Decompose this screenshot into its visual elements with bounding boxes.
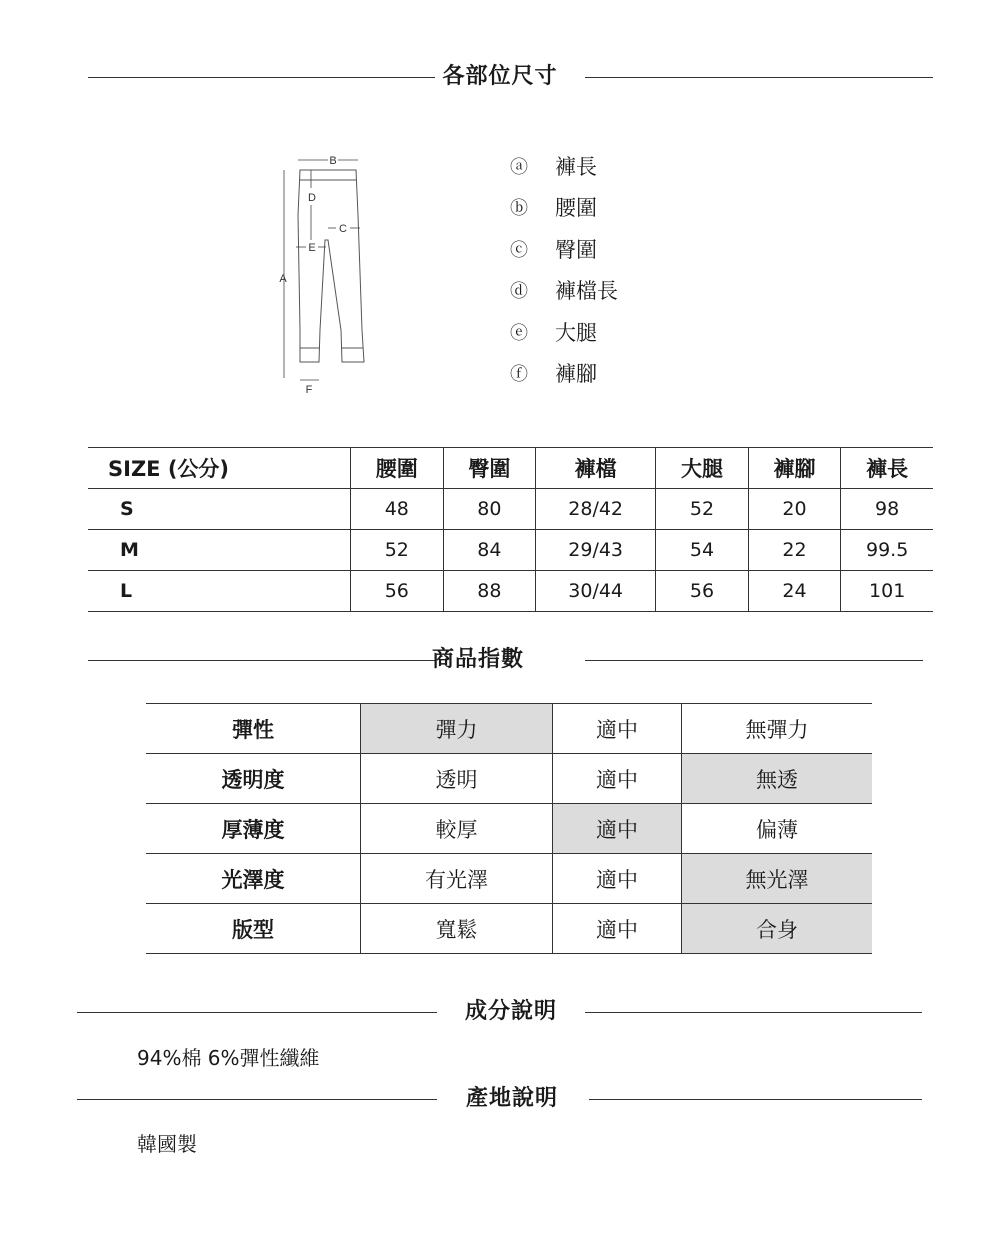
size-cell: S <box>88 489 351 530</box>
size-cell: 24 <box>748 571 841 612</box>
index-option: 寬鬆 <box>361 904 553 954</box>
legend-mark: ⓓ <box>510 281 528 303</box>
pants-diagram <box>270 140 390 400</box>
size-cell: 30/44 <box>536 571 656 612</box>
legend-mark: ⓑ <box>510 198 528 220</box>
legend-mark: ⓕ <box>510 364 528 386</box>
size-cell: 52 <box>656 489 749 530</box>
legend-item <box>510 311 618 353</box>
divider-right <box>585 1012 922 1013</box>
index-option: 較厚 <box>361 804 553 854</box>
index-table <box>146 703 872 954</box>
measure-title: 各部位尺寸 <box>442 64 558 89</box>
label-d: D <box>308 192 316 204</box>
legend-label: 褲腳 <box>555 362 597 387</box>
legend-mark: ⓒ <box>510 239 528 261</box>
legend-item <box>510 145 618 187</box>
origin-section-title <box>0 1084 1000 1114</box>
size-header-cell: 褲檔 <box>536 448 656 489</box>
legend-item <box>510 353 618 395</box>
index-option: 無光澤 <box>682 854 873 904</box>
index-label: 厚薄度 <box>146 804 361 854</box>
index-label: 光澤度 <box>146 854 361 904</box>
legend-label: 大腿 <box>555 320 597 345</box>
size-header-cell: 臀圍 <box>443 448 536 489</box>
size-header-cell: 大腿 <box>656 448 749 489</box>
size-header-cell: SIZE (公分) <box>88 448 351 489</box>
index-option: 透明 <box>361 754 553 804</box>
origin-text: 韓國製 <box>137 1132 197 1156</box>
index-row <box>146 854 872 904</box>
index-section-title <box>0 645 1000 675</box>
size-cell: 80 <box>443 489 536 530</box>
index-option: 彈力 <box>361 704 553 754</box>
material-text: 94%棉 6%彈性纖維 <box>137 1046 320 1070</box>
index-label: 透明度 <box>146 754 361 804</box>
index-option: 無透 <box>682 754 873 804</box>
size-header-cell: 褲長 <box>841 448 933 489</box>
size-cell: 56 <box>656 571 749 612</box>
size-cell: 99.5 <box>841 530 933 571</box>
legend-mark: ⓔ <box>510 322 528 344</box>
label-a: A <box>279 273 287 285</box>
index-option: 適中 <box>553 704 682 754</box>
index-option: 適中 <box>553 854 682 904</box>
divider-right <box>589 1099 922 1100</box>
size-row <box>88 489 933 530</box>
legend-label: 腰圍 <box>555 196 597 221</box>
size-cell: 54 <box>656 530 749 571</box>
index-label: 彈性 <box>146 704 361 754</box>
measurement-legend <box>510 145 618 394</box>
size-cell: 29/43 <box>536 530 656 571</box>
index-row <box>146 754 872 804</box>
size-cell: 28/42 <box>536 489 656 530</box>
label-f: F <box>305 384 313 396</box>
legend-item <box>510 270 618 312</box>
index-row <box>146 704 872 754</box>
size-cell: 84 <box>443 530 536 571</box>
index-label: 版型 <box>146 904 361 954</box>
index-option: 偏薄 <box>682 804 873 854</box>
size-row <box>88 530 933 571</box>
index-option: 適中 <box>553 754 682 804</box>
index-row <box>146 904 872 954</box>
index-row <box>146 804 872 854</box>
size-cell: 101 <box>841 571 933 612</box>
legend-label: 褲長 <box>555 154 597 179</box>
size-row <box>88 571 933 612</box>
legend-label: 褲檔長 <box>555 279 618 304</box>
size-cell: L <box>88 571 351 612</box>
size-table <box>88 447 933 612</box>
label-b: B <box>329 155 337 167</box>
label-c: C <box>339 223 347 235</box>
size-header-row <box>88 448 933 489</box>
divider-right <box>585 660 923 661</box>
index-option: 合身 <box>682 904 873 954</box>
size-cell: 20 <box>748 489 841 530</box>
index-title: 商品指數 <box>431 647 524 672</box>
size-cell: 88 <box>443 571 536 612</box>
index-option: 無彈力 <box>682 704 873 754</box>
legend-item <box>510 187 618 229</box>
index-option: 適中 <box>553 804 682 854</box>
material-section-title <box>0 997 1000 1027</box>
size-header-cell: 褲腳 <box>748 448 841 489</box>
size-cell: M <box>88 530 351 571</box>
material-title: 成分說明 <box>464 999 557 1024</box>
index-option: 有光澤 <box>361 854 553 904</box>
legend-label: 臀圍 <box>555 237 597 262</box>
size-cell: 52 <box>351 530 444 571</box>
size-cell: 48 <box>351 489 444 530</box>
size-cell: 56 <box>351 571 444 612</box>
origin-title: 產地說明 <box>465 1086 558 1111</box>
index-option: 適中 <box>553 904 682 954</box>
size-header-cell: 腰圍 <box>351 448 444 489</box>
size-cell: 22 <box>748 530 841 571</box>
legend-item <box>510 228 618 270</box>
size-cell: 98 <box>841 489 933 530</box>
legend-mark: ⓐ <box>510 156 528 178</box>
label-e: E <box>308 242 316 254</box>
divider-right <box>585 77 933 78</box>
measure-section-title <box>0 62 1000 92</box>
